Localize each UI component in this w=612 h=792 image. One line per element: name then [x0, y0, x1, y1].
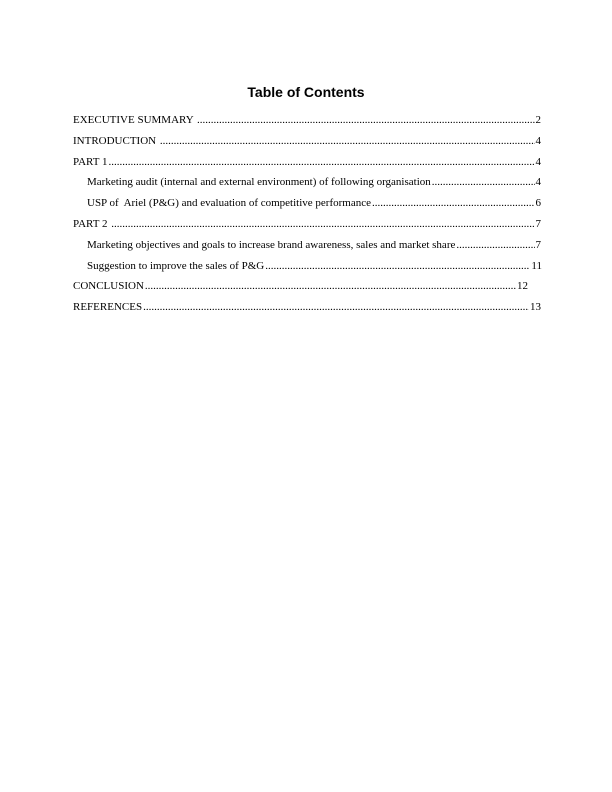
- toc-entry-label: INTRODUCTION: [73, 134, 159, 147]
- toc-entry-marketing-objectives[interactable]: [73, 238, 541, 259]
- toc-page-number: 4: [535, 176, 541, 189]
- toc-dot-leader: [160, 134, 535, 148]
- toc-dot-leader: [111, 217, 534, 231]
- toc-title: Table of Contents: [247, 84, 365, 100]
- toc-dot-leader: [265, 259, 530, 273]
- toc-list: [73, 113, 541, 321]
- toc-entry-usp-ariel[interactable]: [73, 196, 541, 217]
- toc-dot-leader: [145, 279, 516, 293]
- toc-entry-label: USP of Ariel (P&G) and evaluation of competitive performance: [87, 197, 371, 210]
- toc-page-number: 7: [535, 217, 541, 230]
- toc-dot-leader: [372, 196, 535, 210]
- toc-entry-label: Suggestion to improve the sales of P&G: [87, 259, 265, 272]
- toc-page-number: 13: [530, 301, 541, 314]
- toc-dot-leader: [143, 300, 529, 314]
- toc-page-number: 6: [535, 197, 541, 210]
- toc-dot-leader: [109, 155, 535, 169]
- toc-page-number: 4: [535, 155, 541, 168]
- toc-page-number: 2: [535, 114, 541, 126]
- toc-entry-label: EXECUTIVE SUMMARY: [73, 114, 197, 126]
- toc-entry-introduction[interactable]: [73, 134, 541, 155]
- toc-page-number: 11: [531, 259, 542, 272]
- toc-entry-sales-suggestion[interactable]: [73, 259, 542, 280]
- toc-entry-part-1[interactable]: [73, 155, 541, 176]
- toc-entry-label: PART 2: [73, 217, 111, 230]
- toc-dot-leader: [432, 175, 535, 189]
- toc-entry-label: Marketing audit (internal and external environment) of following organisation: [87, 176, 431, 189]
- toc-page-number: 4: [535, 134, 541, 147]
- toc-entry-conclusion[interactable]: [73, 279, 528, 300]
- toc-entry-marketing-audit[interactable]: [73, 175, 541, 196]
- toc-dot-leader: [197, 113, 534, 127]
- toc-dot-leader: [456, 238, 534, 252]
- toc-entry-references[interactable]: [73, 300, 541, 321]
- toc-entry-label: Marketing objectives and goals to increase brand awareness, sales and market share: [87, 238, 456, 251]
- toc-entry-executive-summary[interactable]: [73, 113, 541, 134]
- toc-entry-label: REFERENCES: [73, 301, 143, 314]
- toc-entry-label: PART 1: [73, 155, 108, 168]
- toc-page-number: 7: [535, 238, 541, 251]
- toc-page-number: 12: [517, 280, 528, 293]
- toc-entry-label: CONCLUSION: [73, 280, 144, 293]
- toc-entry-part-2[interactable]: [73, 217, 541, 238]
